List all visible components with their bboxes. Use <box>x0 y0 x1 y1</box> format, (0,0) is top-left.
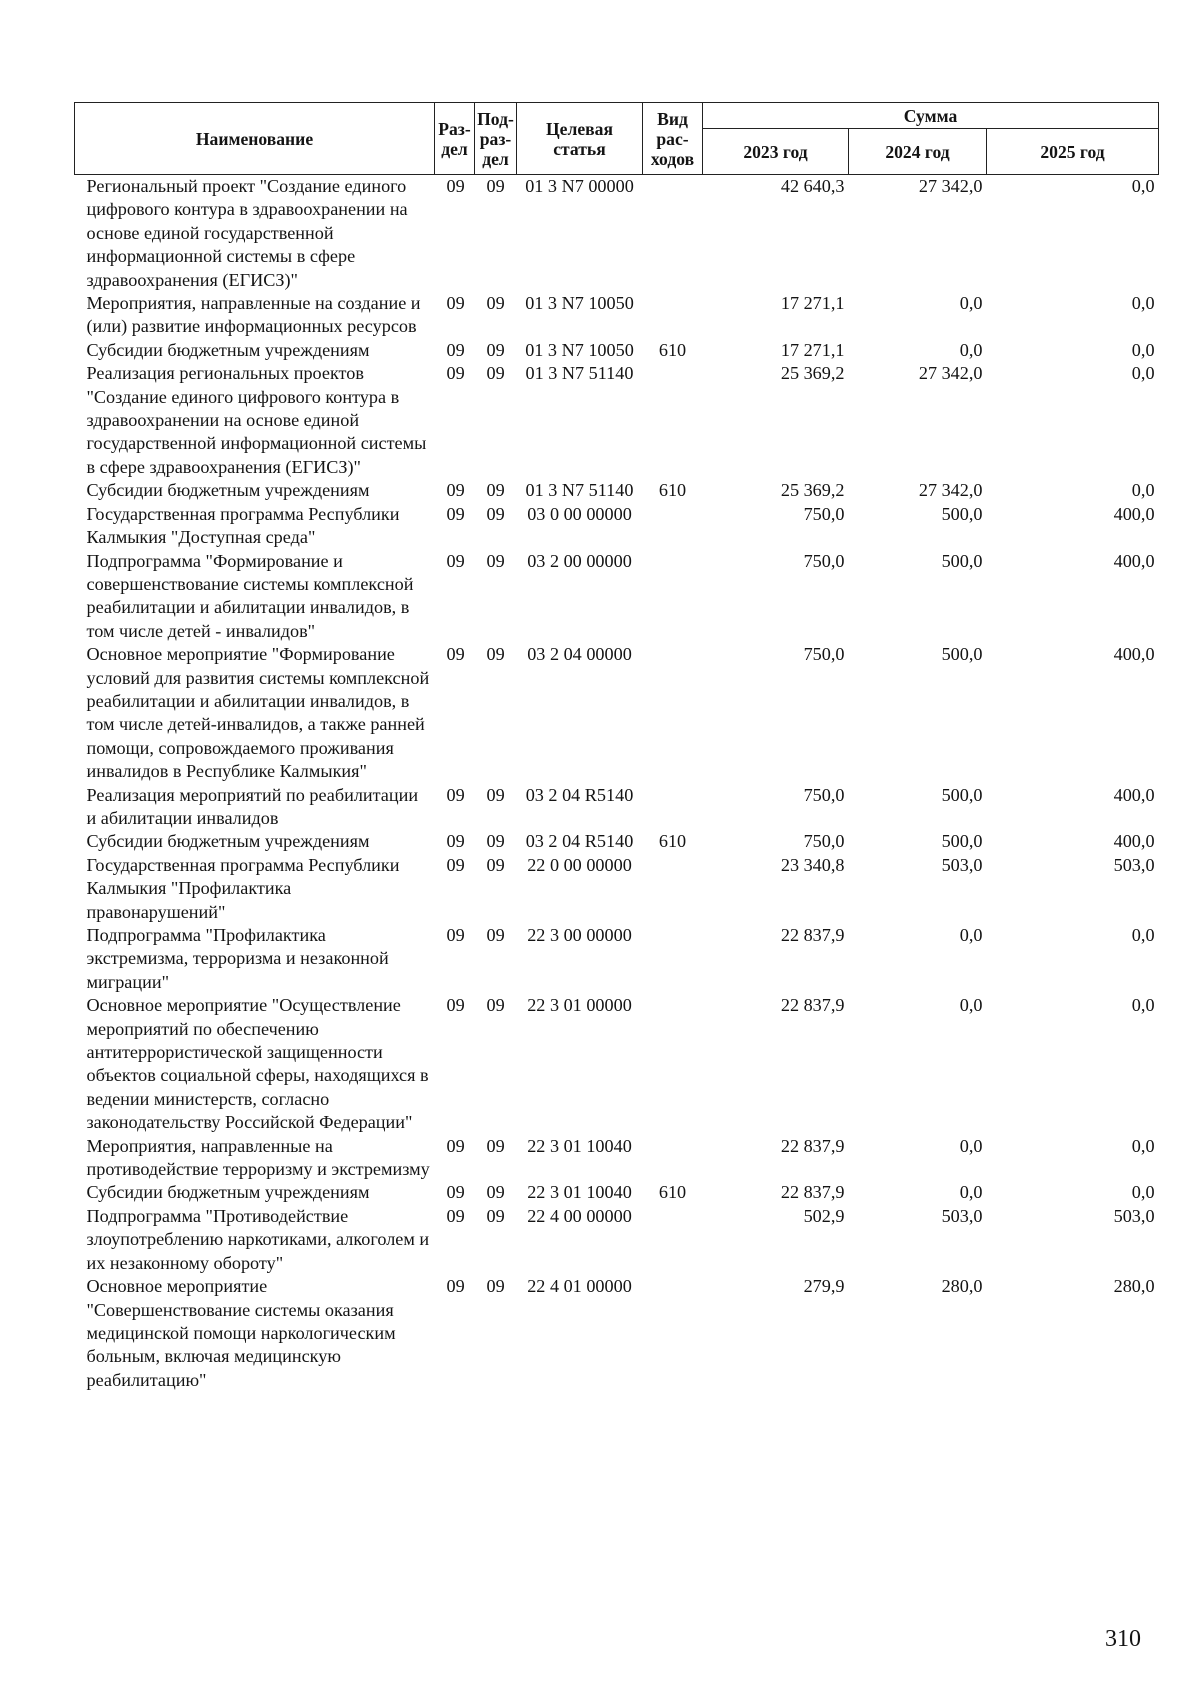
row-subsection: 09 <box>486 480 505 501</box>
row-sum-2023: 23 340,8 <box>780 854 845 875</box>
row-subsection: 09 <box>486 503 505 524</box>
header-section-line: дел <box>441 138 468 159</box>
table-row <box>75 994 1159 1134</box>
header-subsection <box>475 103 517 175</box>
row-sum-2025: 400,0 <box>1113 831 1155 852</box>
row-name: Мероприятия, направленные на создание и (или) развитие информационных ресурсов <box>86 293 421 337</box>
table-row <box>75 1135 1159 1182</box>
row-name: Субсидии бюджетным учреждениям <box>86 831 370 852</box>
row-name: Реализация мероприятий по реабилитации и абилитации инвалидов <box>86 784 419 828</box>
row-target: 03 2 04 R5140 <box>525 784 634 805</box>
row-section: 09 <box>446 644 465 665</box>
row-sum-2024: 500,0 <box>941 644 983 665</box>
row-name: Подпрограмма "Профилактика экстремизма, терроризма и незаконной миграции" <box>86 925 389 992</box>
row-expense-type <box>643 854 703 924</box>
row-sum-2025: 0,0 <box>1131 480 1155 501</box>
header-target-line: Целевая <box>546 118 613 139</box>
row-name: Государственная программа Республики Калмыкия "Доступная среда" <box>86 503 400 548</box>
row-sum-2024: 280,0 <box>941 1276 983 1297</box>
header-name: Наименование <box>75 103 435 175</box>
table-row <box>75 1205 1159 1275</box>
table-row <box>75 292 1159 339</box>
row-name: Подпрограмма "Противодействие злоупотреблению наркотиками, алкоголем и их незаконному обороту" <box>86 1205 430 1273</box>
row-sum-2025: 0,0 <box>1131 925 1155 945</box>
row-subsection: 09 <box>486 784 505 805</box>
row-sum-2024: 503,0 <box>941 1205 983 1226</box>
row-target: 22 4 01 00000 <box>527 1276 632 1297</box>
header-subsection-line: дел <box>482 148 509 169</box>
row-sum-2025: 0,0 <box>1131 293 1155 314</box>
row-subsection: 09 <box>486 1182 505 1203</box>
row-target: 01 3 N7 00000 <box>525 176 634 196</box>
row-sum-2024: 500,0 <box>941 831 983 852</box>
header-year-2023: 2023 год <box>703 129 849 175</box>
row-section: 09 <box>446 1276 465 1297</box>
row-sum-2025: 280,0 <box>1113 1276 1155 1297</box>
row-sum-2024: 0,0 <box>959 339 983 360</box>
row-target: 01 3 N7 51140 <box>525 480 634 501</box>
table-row <box>75 175 1159 293</box>
table-row <box>75 550 1159 644</box>
row-expense-type <box>643 550 703 644</box>
header-subsection-line: раз- <box>479 128 512 149</box>
row-sum-2024: 27 342,0 <box>918 176 983 196</box>
row-sum-2024: 27 342,0 <box>918 363 983 384</box>
row-sum-2023: 750,0 <box>803 503 845 524</box>
row-sum-2023: 42 640,3 <box>780 176 845 196</box>
header-section-line: Раз- <box>438 118 471 139</box>
row-expense-type: 610 <box>658 831 687 852</box>
row-target: 22 3 01 10040 <box>527 1135 632 1156</box>
row-subsection: 09 <box>486 1205 505 1226</box>
row-sum-2024: 0,0 <box>959 1135 983 1156</box>
row-section: 09 <box>446 363 465 384</box>
row-target: 22 3 00 00000 <box>527 925 632 945</box>
row-section: 09 <box>446 831 465 852</box>
row-sum-2025: 0,0 <box>1131 339 1155 360</box>
table-row <box>75 1275 1159 1392</box>
row-subsection: 09 <box>486 550 505 571</box>
table-header <box>75 103 1159 175</box>
row-subsection: 09 <box>486 995 505 1016</box>
table-row <box>75 1181 1159 1204</box>
header-year-2024: 2024 год <box>849 129 987 175</box>
row-section: 09 <box>446 293 465 314</box>
row-sum-2024: 500,0 <box>941 503 983 524</box>
row-target: 22 4 00 00000 <box>527 1205 632 1226</box>
row-target: 03 2 00 00000 <box>527 550 632 571</box>
row-target: 01 3 N7 10050 <box>525 339 634 360</box>
row-section: 09 <box>446 995 465 1016</box>
row-name: Субсидии бюджетным учреждениям <box>86 480 370 501</box>
row-name: Региональный проект "Создание единого цифрового контура в здравоохранении на основе единой государственной информационной системы в сфере здравоохранения (ЕГИСЗ)" <box>86 176 408 290</box>
row-subsection: 09 <box>486 1276 505 1297</box>
table-row <box>75 643 1159 783</box>
row-sum-2023: 22 837,9 <box>780 1182 845 1203</box>
row-sum-2025: 503,0 <box>1113 1205 1155 1226</box>
row-sum-2023: 279,9 <box>803 1276 845 1297</box>
table-row <box>75 479 1159 502</box>
row-section: 09 <box>446 339 465 360</box>
row-name: Подпрограмма "Формирование и совершенствование системы комплексной реабилитации и абилитации инвалидов, в том числе детей - инвалидов" <box>86 550 414 641</box>
header-year-2025: 2025 год <box>987 129 1159 175</box>
header-target-line: статья <box>553 138 606 159</box>
row-subsection: 09 <box>486 831 505 852</box>
row-expense-type: 610 <box>658 339 687 360</box>
row-section: 09 <box>446 854 465 875</box>
row-target: 22 3 01 10040 <box>527 1182 632 1203</box>
header-expense-type-line: рас- <box>656 128 689 149</box>
row-subsection: 09 <box>486 854 505 875</box>
row-sum-2024: 500,0 <box>941 784 983 805</box>
header-expense-type-line: ходов <box>650 148 695 169</box>
row-sum-2024: 0,0 <box>959 1182 983 1203</box>
row-expense-type <box>643 175 703 293</box>
row-sum-2025: 400,0 <box>1113 550 1155 571</box>
row-sum-2025: 0,0 <box>1131 363 1155 384</box>
row-sum-2023: 17 271,1 <box>780 293 845 314</box>
budget-table <box>74 102 1159 1392</box>
row-sum-2023: 25 369,2 <box>780 480 845 501</box>
table-row <box>75 854 1159 924</box>
row-subsection: 09 <box>486 176 505 196</box>
row-section: 09 <box>446 480 465 501</box>
row-name: Субсидии бюджетным учреждениям <box>86 1182 370 1203</box>
row-expense-type <box>643 784 703 831</box>
row-sum-2023: 25 369,2 <box>780 363 845 384</box>
header-target <box>517 103 643 175</box>
row-expense-type <box>643 362 703 479</box>
row-expense-type <box>643 503 703 550</box>
row-sum-2023: 750,0 <box>803 644 845 665</box>
header-expense-type-line: Вид <box>657 108 688 129</box>
row-section: 09 <box>446 784 465 805</box>
row-name: Основное мероприятие "Совершенствование системы оказания медицинской помощи наркологическим больным, включая медицинскую реабилитацию" <box>86 1276 396 1390</box>
row-subsection: 09 <box>486 644 505 665</box>
row-target: 03 2 04 R5140 <box>525 831 634 852</box>
row-expense-type <box>643 1135 703 1182</box>
row-section: 09 <box>446 1135 465 1156</box>
row-sum-2025: 0,0 <box>1131 1182 1155 1203</box>
row-name: Государственная программа Республики Калмыкия "Профилактика правонарушений" <box>86 854 400 922</box>
row-subsection: 09 <box>486 339 505 360</box>
row-section: 09 <box>446 1182 465 1203</box>
header-expense-type <box>643 103 703 175</box>
row-expense-type <box>643 643 703 783</box>
row-expense-type: 610 <box>658 1182 687 1203</box>
row-name: Основное мероприятие "Осуществление мероприятий по обеспечению антитеррористической защищенности объектов социальной сферы, находящихся в ведении министерств, согласно законодательству Российской Федерации" <box>86 995 429 1133</box>
row-subsection: 09 <box>486 293 505 314</box>
row-subsection: 09 <box>486 925 505 945</box>
row-sum-2025: 400,0 <box>1113 784 1155 805</box>
table-row <box>75 503 1159 550</box>
row-expense-type <box>643 994 703 1134</box>
row-expense-type: 610 <box>658 480 687 501</box>
table-row <box>75 830 1159 853</box>
row-target: 03 2 04 00000 <box>527 644 632 665</box>
row-target: 22 0 00 00000 <box>527 854 632 875</box>
row-target: 01 3 N7 51140 <box>525 363 634 384</box>
row-sum-2023: 22 837,9 <box>780 1135 845 1156</box>
row-sum-2023: 750,0 <box>803 831 845 852</box>
row-subsection: 09 <box>486 363 505 384</box>
row-sum-2024: 0,0 <box>959 293 983 314</box>
row-sum-2025: 0,0 <box>1131 176 1155 196</box>
header-sum: Сумма <box>703 103 1159 129</box>
row-expense-type <box>643 924 703 994</box>
row-sum-2023: 502,9 <box>803 1205 845 1226</box>
table-row <box>75 339 1159 362</box>
row-expense-type <box>643 292 703 339</box>
row-sum-2024: 0,0 <box>959 925 983 945</box>
row-section: 09 <box>446 503 465 524</box>
row-name: Субсидии бюджетным учреждениям <box>86 339 370 360</box>
row-name: Мероприятия, направленные на противодействие терроризму и экстремизму <box>86 1135 430 1180</box>
row-section: 09 <box>446 1205 465 1226</box>
row-target: 01 3 N7 10050 <box>525 293 634 314</box>
page-number: 310 <box>1105 1626 1141 1652</box>
row-sum-2023: 17 271,1 <box>780 339 845 360</box>
row-sum-2024: 500,0 <box>941 550 983 571</box>
header-subsection-line: Под- <box>477 108 514 129</box>
row-sum-2025: 0,0 <box>1131 995 1155 1016</box>
row-section: 09 <box>446 176 465 196</box>
row-target: 22 3 01 00000 <box>527 995 632 1016</box>
row-name: Реализация региональных проектов "Создание единого цифрового контура в здравоохранении на основе единой государственной информационной системы в сфере здравоохранения (ЕГИСЗ)" <box>86 363 427 477</box>
row-section: 09 <box>446 925 465 945</box>
row-sum-2025: 0,0 <box>1131 1135 1155 1156</box>
row-sum-2024: 503,0 <box>941 854 983 875</box>
row-target: 03 0 00 00000 <box>527 503 632 524</box>
row-expense-type <box>643 1275 703 1392</box>
row-sum-2023: 750,0 <box>803 784 845 805</box>
row-sum-2025: 503,0 <box>1113 854 1155 875</box>
row-sum-2024: 0,0 <box>959 995 983 1016</box>
row-sum-2025: 400,0 <box>1113 503 1155 524</box>
table-row <box>75 784 1159 831</box>
row-subsection: 09 <box>486 1135 505 1156</box>
header-section <box>435 103 475 175</box>
row-section: 09 <box>446 550 465 571</box>
row-sum-2023: 22 837,9 <box>780 925 845 945</box>
row-sum-2025: 400,0 <box>1113 644 1155 665</box>
table-row <box>75 924 1159 994</box>
table-body <box>75 175 1159 1393</box>
row-expense-type <box>643 1205 703 1275</box>
row-name: Основное мероприятие "Формирование условий для развития системы комплексной реабилитации и абилитации инвалидов, в том числе детей-инвалидов, а также ранней помощи, сопровождаемого проживания инвалидов в Республике Калмыкия" <box>86 644 430 782</box>
row-sum-2024: 27 342,0 <box>918 480 983 501</box>
row-sum-2023: 22 837,9 <box>780 995 845 1016</box>
row-sum-2023: 750,0 <box>803 550 845 571</box>
table-row <box>75 362 1159 479</box>
